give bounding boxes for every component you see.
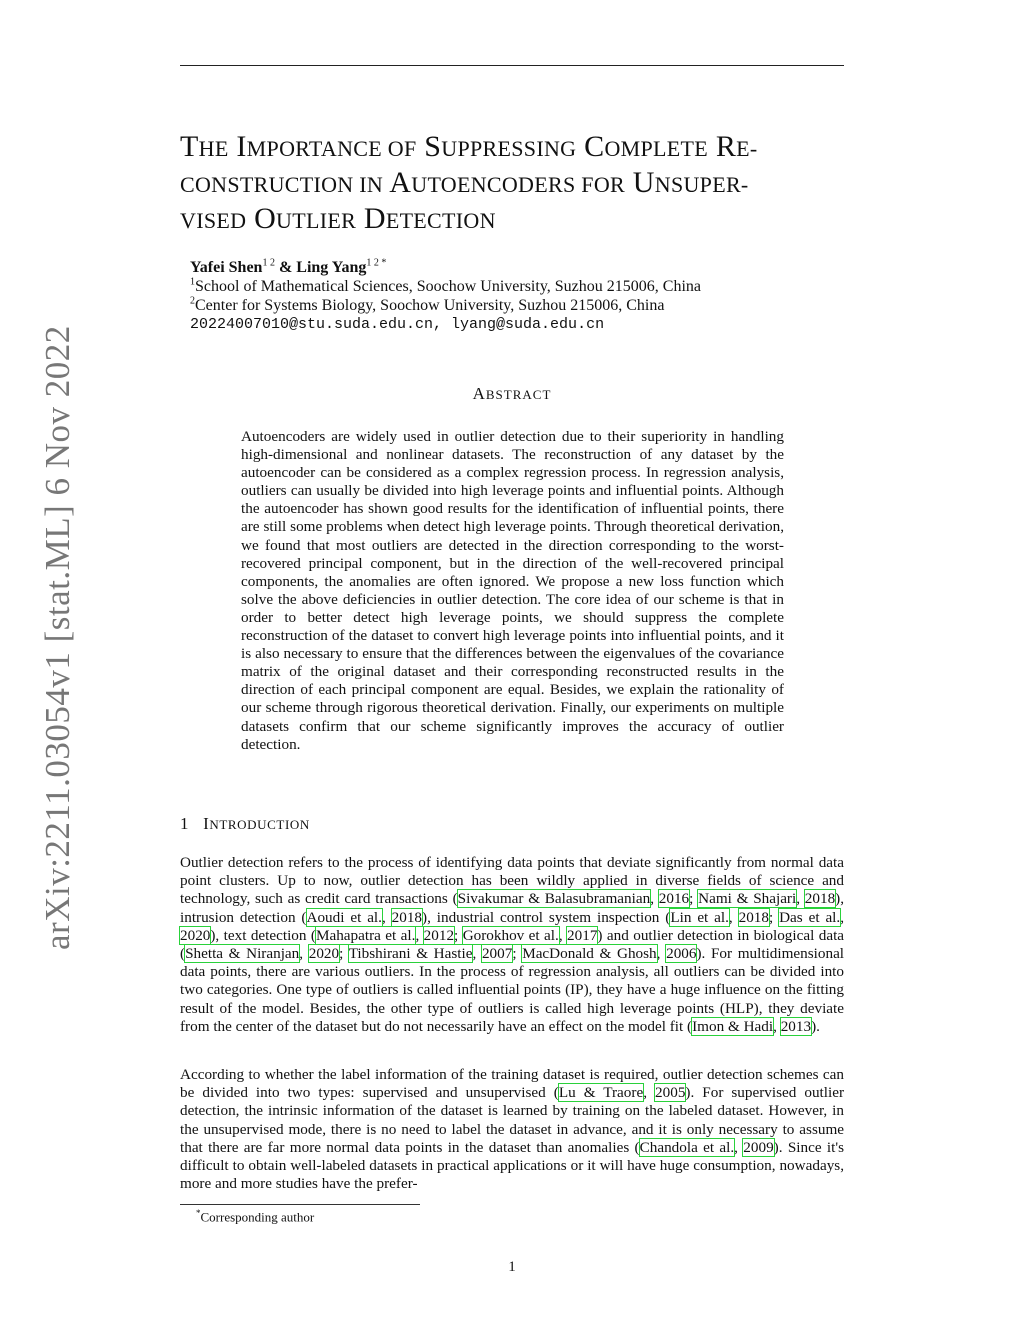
author-emails: 20224007010@stu.suda.edu.cn, lyang@suda.edu.cn xyxy=(190,316,605,333)
citation-link[interactable]: Nami & Shajari xyxy=(698,890,797,908)
footnote-rule xyxy=(180,1204,420,1205)
author-amp: & xyxy=(274,259,297,276)
text-run: , xyxy=(840,908,844,926)
abstract-heading: ABSTRACT xyxy=(472,384,552,403)
text-run: , xyxy=(643,1084,656,1102)
citation-link[interactable]: 2020 xyxy=(180,926,211,944)
citation-link[interactable]: MacDonald & Ghosh xyxy=(522,945,657,963)
paper-title xyxy=(180,130,844,238)
text-run: ; xyxy=(512,945,523,963)
citation-link[interactable]: Sivakumar & Balasubramanian xyxy=(457,890,651,908)
citation-link[interactable]: 2018 xyxy=(391,908,423,926)
text-run: ), industrial control system inspection ( xyxy=(422,908,671,926)
text-run: ). For multidimensional data points, there are various outliers. In the process of regression analysis, all outliers can be divided into two categories. One type of outliers is called influential points (IP), they have a huge influence on the fitting result of the model. Besides, the other type of outliers is called high leverage points (HLP), they deviate from the center of the dataset but do not necessarily have an effect on the model fit ( xyxy=(180,945,845,1035)
citation-link[interactable]: 2009 xyxy=(743,1138,774,1156)
text-run: ; xyxy=(768,908,780,926)
text-run: ). xyxy=(811,1017,820,1035)
author-1-affil: 1 2 xyxy=(262,257,275,269)
text-run: ), intrusion detection ( xyxy=(180,890,845,926)
title-line-2: CONSTRUCTION IN AUTOENCODERS FOR UNSUPER- xyxy=(180,166,749,199)
abstract-text: Autoencoders are widely used in outlier detection due to their superiority in handling high-dimensional and nonlinear datasets. The reconstruction of any dataset by the autoencoder can be considered as a complex regression process. In regression analysis, outliers can usually be divided into high leverage points and influential points. Although the autoencoder has shown good results for the identification of influential points, there are still some problems when detect high leverage points. Through theoretical derivation, we found that most outliers are detected in the direction corresponding to the worst-recovered principal component, but in the direction of the well-recovered principal components, the anomalies are often ignored. We propose a new loss function which solve the above deficiencies in outlier detection. The core idea of our scheme is that in order to better detect high leverage points, we should suppress the complete reconstruction of the dataset to convert high leverage points into influential points, and it is also necessary to ensure that the differences between the eigenvalues of the covariance matrix of the original dataset and their corresponding reconstructed results in the direction of each principal component are equal. Besides, we explain the rationality of our scheme through rigorous theoretical derivation. Finally, our experiments on multiple datasets confirm that our scheme significantly improves the accuracy of outlier detection. xyxy=(241,428,784,753)
arxiv-identifier: arXiv:2211.03054v1 [stat.ML] 6 Nov 2022 xyxy=(38,325,77,950)
citation-link[interactable]: 2018 xyxy=(738,908,769,926)
text-run: ; xyxy=(454,926,463,944)
text-run: , xyxy=(734,1138,744,1156)
text-run: Outlier detection refers to the process of identifying data points that deviate significantly from normal data point clusters. Up to now, outlier detection has been wildly applied in diverse fields of science and technology, such as credit card transactions ( xyxy=(180,854,844,908)
citation-link[interactable]: 2007 xyxy=(481,945,513,963)
text-run: , xyxy=(650,890,659,908)
affil-2-text: Center for Systems Biology, Soochow University, Suzhou 215006, China xyxy=(195,297,665,314)
text-run: , xyxy=(558,926,568,944)
citation-link[interactable]: Mahapatra et al. xyxy=(315,926,416,944)
affil-1-text: School of Mathematical Sciences, Soochow University, Suzhou 215006, China xyxy=(195,278,701,295)
section-heading-introduction xyxy=(180,814,310,834)
citation-link[interactable]: Tibshirani & Hastie xyxy=(348,945,473,963)
text-run: , xyxy=(381,908,392,926)
header-rule xyxy=(180,65,844,66)
citation-link[interactable]: 2012 xyxy=(423,926,455,944)
text-run: , xyxy=(415,926,424,944)
text-run: , xyxy=(656,945,667,963)
text-run: , xyxy=(773,1017,781,1035)
citation-link[interactable]: Chandola et al. xyxy=(639,1138,735,1156)
title-line-3: VISED OUTLIER DETECTION xyxy=(180,202,496,235)
footnote xyxy=(196,1208,314,1225)
citation-link[interactable]: Lu & Traore xyxy=(558,1084,644,1102)
page-number: 1 xyxy=(508,1259,516,1275)
affiliation-2 xyxy=(190,296,840,315)
citation-link[interactable]: Aoudi et al. xyxy=(306,908,382,926)
citation-link[interactable]: 2020 xyxy=(308,945,340,963)
text-run: ). For supervised outlier detection, the intrinsic information of the dataset is learned by training on the labeled dataset. However, in the unsupervised mode, there is no need to label the dataset in advance, and it is only necessary to assume that there are far more normal data points in the dataset than anomalies ( xyxy=(180,1084,845,1156)
text-run: According to whether the label information of the training dataset is required, outlier detection schemes can be divided into two types: supervised and unsupervised ( xyxy=(180,1066,844,1102)
citation-link[interactable]: 2013 xyxy=(780,1017,812,1035)
author-2-affil: 1 2 * xyxy=(366,257,387,269)
section-number: 1 xyxy=(180,814,190,833)
affil-1-marker: 1 xyxy=(190,276,195,288)
text-run: , xyxy=(728,908,739,926)
citation-link[interactable]: Lin et al. xyxy=(670,908,729,926)
citation-link[interactable]: Gorokhov et al. xyxy=(462,926,559,944)
text-run: ), text detection ( xyxy=(210,926,316,944)
citation-link[interactable]: Imon & Hadi xyxy=(692,1017,774,1035)
intro-paragraph-1 xyxy=(180,854,844,1036)
citation-link[interactable]: 2018 xyxy=(804,890,836,908)
text-run: ) and outlier detection in biological data ( xyxy=(180,926,845,963)
text-run: ). Since it's difficult to obtain well-labeled datasets in practical applications or it will have huge consumption, nowadays, more and more studies have the prefer- xyxy=(180,1138,844,1193)
arxiv-sidebar xyxy=(14,325,77,950)
citation-link[interactable]: Das et al. xyxy=(779,908,841,926)
affil-2-marker: 2 xyxy=(190,295,195,307)
text-run: ; xyxy=(689,890,699,908)
text-run: , xyxy=(472,945,482,963)
title-line-1: THE IMPORTANCE OF SUPPRESSING COMPLETE RE- xyxy=(180,130,758,163)
citation-link[interactable]: Shetta & Niranjan xyxy=(185,945,300,963)
citation-link[interactable]: 2005 xyxy=(655,1084,686,1102)
citation-link[interactable]: 2006 xyxy=(666,945,697,963)
intro-paragraph-2 xyxy=(180,1066,844,1193)
section-title: INTRODUCTION xyxy=(203,814,310,833)
text-run: ; xyxy=(339,945,349,963)
affiliation-1 xyxy=(190,277,840,296)
author-names xyxy=(190,258,840,277)
author-2: Ling Yang xyxy=(296,259,367,276)
citation-link[interactable]: 2016 xyxy=(658,890,690,908)
author-1: Yafei Shen xyxy=(190,259,263,276)
citation-link[interactable]: 2017 xyxy=(567,926,598,944)
text-run: , xyxy=(796,890,805,908)
text-run: , xyxy=(299,945,309,963)
footnote-text: Corresponding author xyxy=(200,1209,315,1225)
author-block xyxy=(190,258,840,334)
footnote-marker: * xyxy=(196,1208,201,1218)
